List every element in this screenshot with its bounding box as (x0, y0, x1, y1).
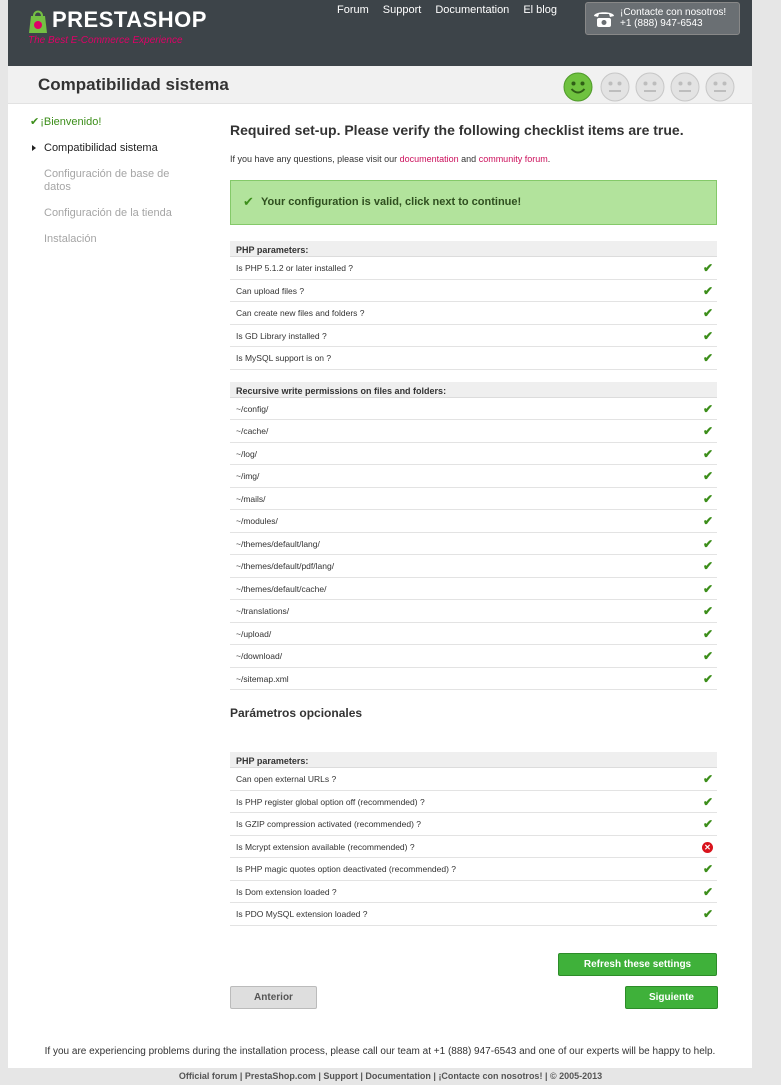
optional-php-parameters-table (230, 752, 717, 926)
nav-support[interactable]: Support (382, 4, 422, 16)
install-steps-sidebar (30, 116, 190, 259)
check-icon: ✔ (702, 794, 713, 809)
table-row (230, 813, 717, 836)
nav-documentation[interactable]: Documentation (435, 4, 510, 16)
check-icon: ✔ (702, 862, 713, 876)
row-label: ~/config/ (236, 403, 269, 414)
table-row (230, 881, 717, 904)
check-icon: ✔ (702, 401, 713, 416)
check-icon: ✔ (702, 581, 713, 596)
nav-forum[interactable]: Forum (337, 4, 369, 16)
smiley-inactive-icon (635, 72, 665, 102)
smiley-inactive-icon (670, 72, 700, 102)
check-icon: ✔ (702, 671, 713, 686)
table-row (230, 903, 717, 926)
row-label: Is Dom extension loaded ? (236, 886, 337, 897)
row-label: Is PHP 5.1.2 or later installed ? (236, 263, 354, 273)
footer-links[interactable]: Official forum | PrestaShop.com | Support | Documentation | ¡Contacte con nosotros! | © 2005-2013 (178, 1071, 603, 1081)
step-installation (30, 233, 190, 246)
table-row (230, 257, 717, 280)
content-heading: Required set-up. Please verify the following checklist items are true. (230, 122, 684, 138)
error-icon: ✕ (702, 842, 713, 853)
intro-mid: and (458, 154, 479, 164)
row-label: Can create new files and folders ? (236, 308, 365, 318)
table-row (230, 555, 717, 578)
table-row (230, 791, 717, 814)
shopping-bag-icon (28, 8, 48, 34)
row-label: Is Mcrypt extension available (recommended) ? (236, 841, 415, 852)
table-row (230, 510, 717, 533)
table-row (230, 533, 717, 556)
row-label: ~/sitemap.xml (236, 673, 289, 684)
check-icon: ✔ (702, 306, 713, 320)
nav-blog[interactable]: El blog (523, 4, 557, 16)
table-row (230, 858, 717, 881)
check-icon: ✔ (702, 351, 713, 365)
step-label: Configuración de base de datos (44, 168, 170, 193)
step-database-config (30, 168, 190, 194)
check-icon: ✔ (702, 328, 713, 343)
row-label: Is MySQL support is on ? (236, 353, 332, 363)
permissions-table (230, 382, 717, 691)
table-row (230, 578, 717, 601)
row-label: Is GZIP compression activated (recommended) ? (236, 819, 422, 829)
check-icon: ✔ (702, 491, 713, 506)
smiley-inactive-icon (600, 72, 630, 102)
table-header: Recursive write permissions on files and folders: (230, 382, 717, 398)
help-note: If you are experiencing problems during the installation process, please call our team at +1 (888) 947-6543 and one of our experts will be happy to help. (44, 1046, 716, 1057)
row-label: ~/log/ (236, 448, 258, 459)
page-title: Compatibilidad sistema (38, 75, 229, 94)
intro-prefix: If you have any questions, please visit our (230, 154, 400, 164)
table-row (230, 465, 717, 488)
optional-parameters-title: Parámetros opcionales (230, 706, 363, 720)
table-row (230, 836, 717, 859)
table-row (230, 623, 717, 646)
documentation-link[interactable]: documentation (399, 154, 459, 164)
intro-suffix: . (547, 154, 551, 164)
row-label: Is PHP magic quotes option deactivated (recommended) ? (236, 864, 457, 874)
table-row (230, 347, 717, 370)
check-icon: ✔ (702, 649, 713, 663)
step-label: Instalación (44, 233, 97, 245)
brand-tagline: The Best E-Commerce Experience (28, 35, 183, 46)
table-row (230, 668, 717, 691)
step-label: Compatibilidad sistema (44, 142, 158, 154)
table-header: PHP parameters: (230, 241, 717, 257)
row-label: ~/mails/ (236, 493, 266, 504)
check-icon: ✔ (30, 116, 40, 128)
check-icon: ✔ (702, 514, 713, 528)
check-icon: ✔ (702, 626, 713, 641)
row-label: Can upload files ? (236, 285, 305, 296)
success-message: Your configuration is valid, click next to continue! (261, 196, 522, 208)
check-icon: ✔ (702, 536, 713, 551)
main-container (8, 66, 752, 1068)
check-icon: ✔ (702, 424, 713, 438)
step-welcome[interactable] (30, 116, 190, 129)
table-row (230, 645, 717, 668)
main-content (230, 122, 717, 936)
step-label: Configuración de la tienda (44, 207, 172, 219)
php-parameters-table (230, 241, 717, 370)
row-label: ~/translations/ (236, 606, 290, 616)
success-message-box (230, 180, 717, 225)
row-label: ~/upload/ (236, 628, 272, 639)
intro-text (230, 154, 717, 164)
check-icon: ✔ (702, 446, 713, 461)
refresh-settings-button[interactable]: Refresh these settings (558, 953, 717, 976)
table-row (230, 280, 717, 303)
table-row (230, 443, 717, 466)
row-label: Is PHP register global option off (recommended) ? (236, 796, 425, 807)
check-icon: ✔ (702, 283, 713, 298)
table-row (230, 302, 717, 325)
table-row (230, 398, 717, 421)
check-icon: ✔ (243, 194, 254, 209)
check-icon: ✔ (702, 772, 713, 786)
row-label: ~/download/ (236, 651, 283, 661)
table-row (230, 768, 717, 791)
contact-phone: +1 (888) 947-6543 (620, 18, 703, 29)
check-icon: ✔ (702, 817, 713, 831)
row-label: ~/themes/default/cache/ (236, 583, 327, 594)
title-bar (8, 66, 752, 104)
check-icon: ✔ (702, 907, 713, 921)
row-label: Is GD Library installed ? (236, 330, 327, 341)
check-icon: ✔ (702, 604, 713, 618)
top-navigation (330, 3, 564, 17)
check-icon: ✔ (702, 469, 713, 483)
check-icon: ✔ (702, 261, 713, 275)
table-row (230, 488, 717, 511)
next-button[interactable]: Siguiente (625, 986, 718, 1009)
table-row (230, 325, 717, 348)
row-label: ~/themes/default/lang/ (236, 538, 320, 549)
previous-button[interactable]: Anterior (230, 986, 317, 1009)
prestashop-logo[interactable] (28, 5, 207, 47)
smiley-inactive-icon (705, 72, 735, 102)
check-icon: ✔ (702, 884, 713, 899)
contact-box[interactable] (585, 2, 740, 35)
row-label: Is PDO MySQL extension loaded ? (236, 909, 368, 919)
smiley-active-icon (563, 72, 593, 102)
check-icon: ✔ (702, 559, 713, 573)
row-label: Can open external URLs ? (236, 774, 337, 784)
step-system-compatibility (30, 142, 190, 155)
brand-name: PRESTASHOP (52, 7, 207, 32)
row-label: ~/cache/ (236, 426, 269, 436)
contact-label: ¡Contacte con nosotros! (620, 7, 727, 18)
step-label: ¡Bienvenido! (40, 116, 102, 128)
telephone-icon (592, 9, 616, 29)
row-label: ~/img/ (236, 471, 260, 481)
row-label: ~/themes/default/pdf/lang/ (236, 561, 335, 571)
table-row (230, 600, 717, 623)
step-shop-config (30, 207, 190, 220)
row-label: ~/modules/ (236, 516, 278, 526)
table-header: PHP parameters: (230, 752, 717, 768)
community-forum-link[interactable]: community forum (478, 154, 548, 164)
table-row (230, 420, 717, 443)
top-header (8, 0, 752, 66)
